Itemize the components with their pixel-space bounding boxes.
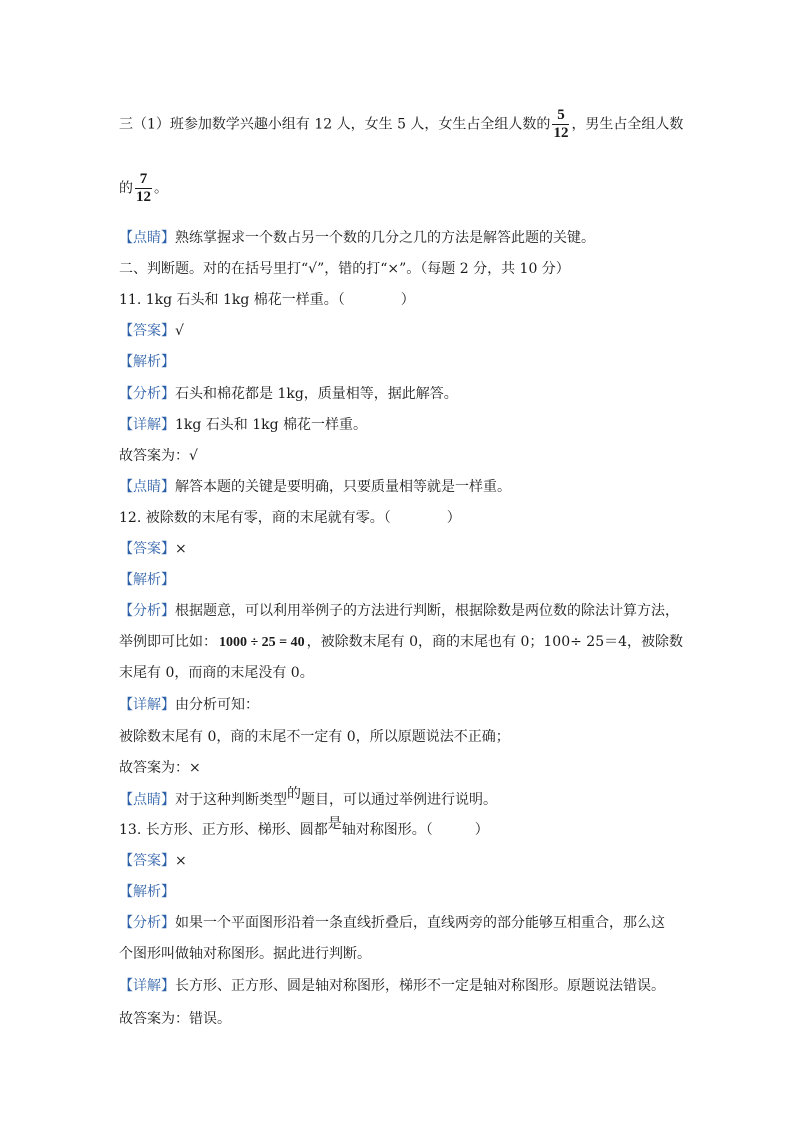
text: ，被除数末尾有 0，商的末尾也有 0；100÷ 25＝4，被除数 — [306, 634, 684, 650]
text: 举例即可比如： — [119, 634, 217, 650]
text: 是 — [327, 816, 342, 832]
text: ，男生占全组人数 — [571, 116, 684, 133]
jiexi-tag: 【解析】 — [119, 572, 175, 588]
text: 熟练掌握求一个数占另一个数的几分之几的方法是解答此题的关键。 — [175, 230, 595, 246]
text: 13. 长方形、正方形、梯形、圆都 — [119, 822, 328, 838]
q12-dianjing-line — [119, 786, 734, 810]
q12-fenxi-line-3: 末尾有 0，而商的末尾没有 0。 — [119, 665, 314, 681]
q13-fenxi-line-2: 个图形叫做轴对称图形。据此进行判断。 — [119, 946, 371, 962]
q13-xiangjie-line — [119, 976, 734, 996]
q11-xiangjie-line — [119, 415, 734, 435]
prev-answer-line-2 — [119, 171, 734, 206]
xiangjie-tag: 【详解】 — [119, 697, 175, 713]
q13-jiexi-line — [119, 882, 734, 902]
answer-tag: 【答案】 — [119, 853, 175, 869]
text: 三（1）班参加数学兴趣小组有 12 人，女生 5 人，女生占全组人数的 — [119, 116, 551, 133]
q13-answer-line — [119, 851, 734, 871]
fenxi-tag: 【分析】 — [119, 915, 175, 931]
q12-xiangjie-line-2: 被除数末尾有 0，商的末尾不一定有 0，所以原题说法不正确； — [119, 729, 510, 745]
text: 根据题意，可以利用举例子的方法进行判断，根据除数是两位数的除法计算方法， — [175, 603, 679, 619]
fenxi-tag: 【分析】 — [119, 603, 175, 619]
q12-fenxi-line-2 — [119, 632, 734, 653]
xiangjie-tag: 【详解】 — [119, 417, 175, 433]
q13-conclusion: 故答案为：错误。 — [119, 1011, 231, 1027]
answer-value: × — [175, 541, 187, 557]
division-equation: 1000 ÷ 25 = 40 — [219, 635, 305, 650]
q12-fenxi-line-1 — [119, 601, 734, 621]
text: 的 — [119, 180, 133, 197]
dianjing-tag: 【点睛】 — [119, 792, 175, 808]
q12-answer-line — [119, 539, 734, 559]
fraction-seven-twelfths — [135, 171, 152, 206]
dianjing-tag: 【点睛】 — [119, 230, 175, 246]
text: 1kg 石头和 1kg 棉花一样重。 — [175, 417, 368, 433]
question-11: 11. 1kg 石头和 1kg 棉花一样重。（ ） — [119, 292, 415, 308]
text: 石头和棉花都是 1kg，质量相等，据此解答。 — [175, 386, 458, 402]
text: 对于这种判断类型 — [175, 792, 287, 808]
question-12: 12. 被除数的末尾有零，商的末尾就有零。（ ） — [119, 510, 461, 526]
jiexi-tag: 【解析】 — [119, 884, 175, 900]
q12-jiexi-line — [119, 570, 734, 590]
fraction-denominator: 12 — [553, 125, 569, 141]
answer-value: × — [175, 853, 187, 869]
text: 题目，可以通过举例进行说明。 — [301, 792, 497, 808]
q13-fenxi-line-1 — [119, 913, 734, 933]
dianjing-line — [119, 228, 734, 248]
q11-fenxi-line — [119, 384, 734, 404]
q12-xiangjie-line-1 — [119, 695, 734, 715]
fraction-five-twelfths — [552, 107, 569, 142]
section-heading: 二、判断题。对的在括号里打“√”，错的打“×”。（每题 2 分，共 10 分） — [119, 261, 570, 277]
q11-jiexi-line — [119, 352, 734, 372]
text: 长方形、正方形、圆是轴对称图形，梯形不一定是轴对称图形。原题说法错误。 — [175, 978, 665, 994]
text: 由分析可知： — [175, 697, 259, 713]
q12-conclusion: 故答案为：× — [119, 760, 201, 776]
text: 的 — [287, 786, 301, 802]
q11-conclusion: 故答案为：√ — [119, 448, 198, 464]
answer-tag: 【答案】 — [119, 541, 175, 557]
text: 如果一个平面图形沿着一条直线折叠后，直线两旁的部分能够互相重合，那么这 — [175, 915, 665, 931]
fraction-denominator: 12 — [136, 189, 151, 205]
q11-dianjing-line — [119, 477, 734, 497]
text: 。 — [154, 180, 168, 197]
prev-answer-line-1 — [119, 107, 734, 142]
fraction-numerator: 5 — [557, 107, 565, 123]
question-13 — [119, 816, 734, 840]
answer-value: √ — [175, 323, 184, 339]
text: 轴对称图形。（ ） — [341, 822, 489, 838]
dianjing-tag: 【点睛】 — [119, 479, 175, 495]
jiexi-tag: 【解析】 — [119, 354, 175, 370]
fraction-numerator: 7 — [139, 171, 148, 187]
fenxi-tag: 【分析】 — [119, 386, 175, 402]
xiangjie-tag: 【详解】 — [119, 978, 175, 994]
answer-tag: 【答案】 — [119, 323, 175, 339]
text: 解答本题的关键是要明确，只要质量相等就是一样重。 — [175, 479, 511, 495]
q11-answer-line — [119, 321, 734, 341]
